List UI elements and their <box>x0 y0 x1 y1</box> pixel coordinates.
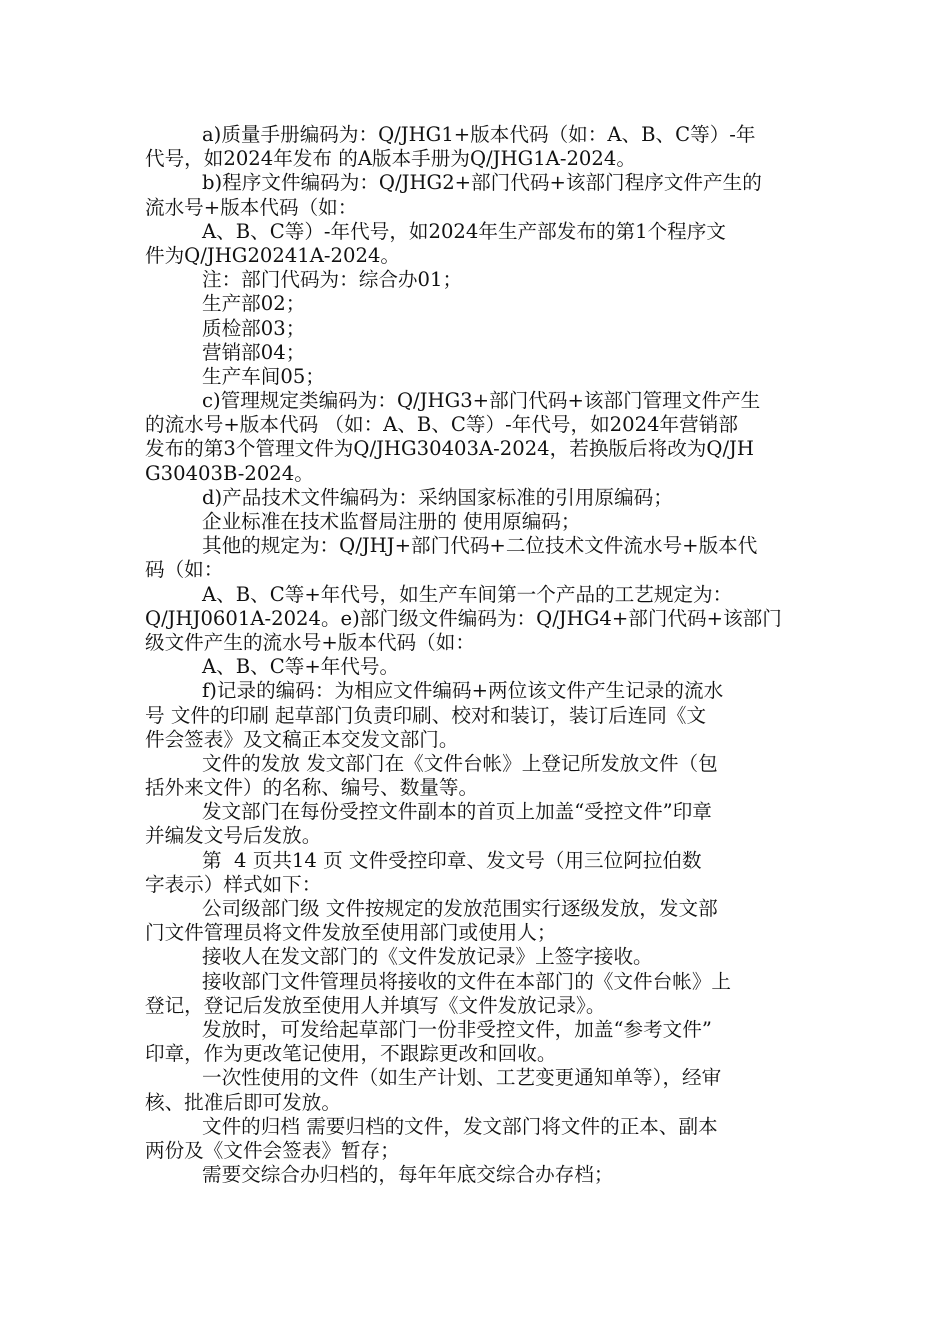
document-line: b)程序文件编码为：Q/JHG2+部门代码+该部门程序文件产生的 <box>202 171 762 195</box>
document-line: d)产品技术文件编码为：采纳国家标准的引用原编码； <box>202 485 673 509</box>
document-line: 需要交综合办归档的，每年年底交综合办存档； <box>202 1163 614 1187</box>
document-line: f)记录的编码：为相应文件编码+两位该文件产生记录的流水 <box>202 679 724 703</box>
document-line: 文件的发放 发文部门在《文件台帐》上登记所发放文件（包 <box>202 751 718 775</box>
document-line: 发布的第3个管理文件为Q/JHG30403A-2024，若换版后将改为Q/JH <box>145 437 754 461</box>
document-line: 接收部门文件管理员将接收的文件在本部门的《文件台帐》上 <box>202 969 732 993</box>
document-line: 生产部02； <box>202 292 306 316</box>
document-line: 公司级部门级 文件按规定的发放范围实行逐级发放，发文部 <box>202 897 718 920</box>
document-line: 两份及《文件会签表》暂存； <box>145 1138 400 1162</box>
document-line: 接收人在发文部门的《文件发放记录》上签字接收。 <box>202 945 653 969</box>
document-line: 质检部03； <box>202 316 306 340</box>
document-line: 代号，如2024年发布 的A版本手册为Q/JHG1A-2024。 <box>145 147 636 171</box>
document-line: 核、批准后即可发放。 <box>145 1090 341 1114</box>
document-line: 号 文件的印刷 起草部门负责印刷、校对和装订，装订后连同《文 <box>145 703 707 727</box>
document-line: 件为Q/JHG20241A-2024。 <box>145 243 401 267</box>
document-line: 印章，作为更改笔记使用，不跟踪更改和回收。 <box>145 1042 557 1066</box>
document-line: 并编发文号后发放。 <box>145 824 322 848</box>
document-line: 注：部门代码为：综合办01； <box>202 268 463 292</box>
document-line: 件会签表》及文稿正本交发文部门。 <box>145 727 459 751</box>
document-line: c)管理规定类编码为：Q/JHG3+部门代码+该部门管理文件产生 <box>202 389 761 413</box>
document-line: 级文件产生的流水号+版本代码（如： <box>145 630 475 654</box>
document-line: A、B、C等+年代号，如生产车间第一个产品的工艺规定为： <box>202 582 733 606</box>
document-line: 登记，登记后发放至使用人并填写《文件发放记录》。 <box>145 993 606 1017</box>
document-line: 码（如： <box>145 558 224 582</box>
document-line: Q/JHJ0601A-2024。e)部门级文件编码为：Q/JHG4+部门代码+该部门 <box>145 606 782 630</box>
document-line: A、B、C等+年代号。 <box>202 655 400 679</box>
document-line: 一次性使用的文件（如生产计划、工艺变更通知单等），经审 <box>202 1066 722 1090</box>
document-line: 发放时，可发给起草部门一份非受控文件，加盖“参考文件” <box>202 1017 712 1041</box>
document-line: 营销部04； <box>202 340 306 364</box>
document-line: 其他的规定为：Q/JHJ+部门代码+二位技术文件流水号+版本代 <box>202 534 758 558</box>
document-line: 的流水号+版本代码 （如：A、B、C等）-年代号，如2024年营销部 <box>145 413 738 437</box>
document-line: 第 4 页共14 页 文件受控印章、发文号（用三位阿拉伯数 <box>202 848 702 872</box>
document-line: 生产车间05； <box>202 364 325 388</box>
document-line: 括外来文件）的名称、编号、数量等。 <box>145 776 479 800</box>
document-line: a)质量手册编码为：Q/JHG1+版本代码（如：A、B、C等）-年 <box>202 123 756 146</box>
document-line: 门文件管理员将文件发放至使用部门或使用人； <box>145 921 557 945</box>
document-line: 文件的归档 需要归档的文件，发文部门将文件的正本、副本 <box>202 1114 718 1138</box>
document-line: 字表示）样式如下： <box>145 872 322 896</box>
document-line: 发文部门在每份受控文件副本的首页上加盖“受控文件”印章 <box>202 800 712 824</box>
document-line: A、B、C等）-年代号，如2024年生产部发布的第1个程序文 <box>202 219 726 243</box>
document-line: 流水号+版本代码（如： <box>145 195 358 219</box>
document-line: G30403B-2024。 <box>145 461 314 485</box>
document-line: 企业标准在技术监督局注册的 使用原编码； <box>202 510 581 533</box>
document-body <box>145 123 815 1187</box>
